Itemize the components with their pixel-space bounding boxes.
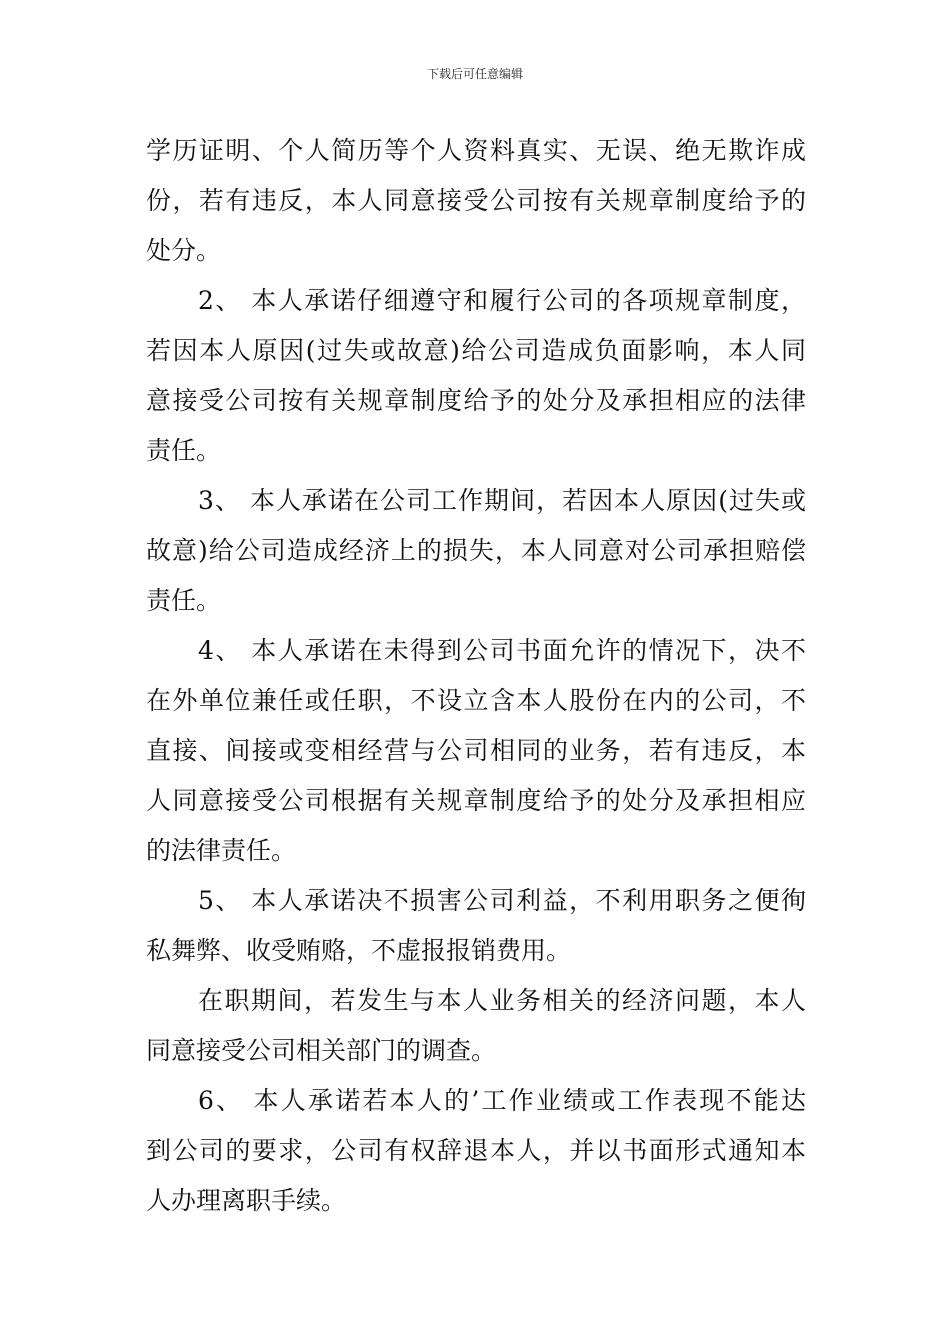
text-line: 处分。	[146, 236, 222, 265]
text-line: 意接受公司按有关规章制度给予的处分及承担相应的法律	[146, 386, 806, 415]
text-line: 3、 本人承诺在公司工作期间，若因本人原因(过失或	[198, 486, 806, 515]
text-line: 5、 本人承诺决不损害公司利益，不利用职务之便徇	[198, 886, 806, 915]
text-line: 6、 本人承诺若本人的’工作业绩或工作表现不能达	[198, 1086, 806, 1115]
page-header: 下载后可任意编辑	[426, 67, 523, 81]
text-line: 在外单位兼任或任职，不设立含本人股份在内的公司，不	[146, 686, 806, 715]
text-line: 若因本人原因(过失或故意)给公司造成负面影响，本人同	[146, 336, 806, 365]
text-line: 私舞弊、收受贿赂，不虚报报销费用。	[146, 936, 572, 965]
text-line: 故意)给公司造成经济上的损失，本人同意对公司承担赔偿	[146, 536, 806, 565]
text-line: 人办理离职手续。	[146, 1186, 347, 1215]
document-body	[146, 126, 806, 1226]
text-line: 同意接受公司相关部门的调查。	[146, 1036, 497, 1065]
text-line: 人同意接受公司根据有关规章制度给予的处分及承担相应	[146, 786, 806, 815]
text-line: 到公司的要求，公司有权辞退本人，并以书面形式通知本	[146, 1136, 806, 1165]
text-line: 责任。	[146, 436, 222, 465]
text-line: 份，若有违反，本人同意接受公司按有关规章制度给予的	[146, 186, 806, 215]
text-line: 直接、间接或变相经营与公司相同的业务，若有违反，本	[146, 736, 806, 765]
text-line: 在职期间，若发生与本人业务相关的经济问题，本人	[198, 986, 806, 1015]
text-line: 2、 本人承诺仔细遵守和履行公司的各项规章制度，	[198, 286, 806, 315]
text-line: 学历证明、个人简历等个人资料真实、无误、绝无欺诈成	[146, 136, 806, 165]
text-line: 的法律责任。	[146, 836, 297, 865]
text-line: 责任。	[146, 586, 222, 615]
text-line: 4、 本人承诺在未得到公司书面允许的情况下，决不	[198, 636, 806, 665]
